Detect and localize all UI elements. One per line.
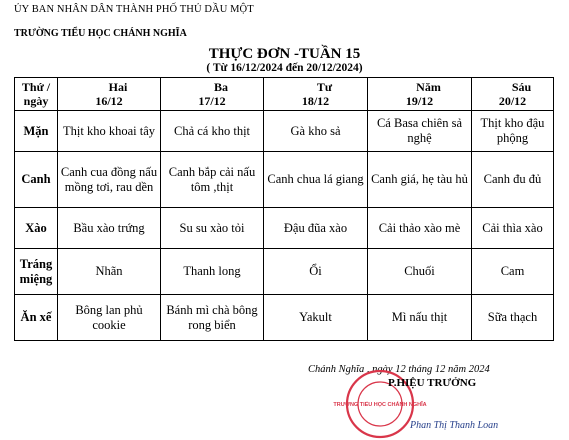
meal-label-line: Tráng — [19, 256, 53, 271]
dish-cell: Cam — [472, 249, 554, 295]
corner-line: Thứ / — [21, 80, 51, 94]
dish-cell: Gà kho sả — [264, 111, 368, 152]
dish-cell: Bông lan phủ cookie — [58, 295, 161, 341]
dish-cell: Cải thìa xào — [472, 208, 554, 249]
meal-label-line: Canh — [21, 172, 51, 186]
dish-cell: Ổi — [264, 249, 368, 295]
dish-cell: Cải thảo xào mè — [368, 208, 472, 249]
authority-header: ỦY BAN NHÂN DÂN THÀNH PHỐ THỦ DẦU MỘT — [14, 4, 254, 15]
table-row — [15, 111, 554, 152]
dish-cell: Sữa thạch — [472, 295, 554, 341]
day-date: 19/12 — [405, 94, 434, 108]
dish-cell: Đậu đũa xào — [264, 208, 368, 249]
table-row — [15, 295, 554, 341]
school-name: TRƯỜNG TIỂU HỌC CHÁNH NGHĨA — [14, 28, 187, 39]
day-name: Ba — [213, 80, 228, 94]
day-name: Năm — [416, 80, 441, 94]
day-date: 20/12 — [498, 94, 527, 108]
dish-cell: Canh chua lá giang — [264, 152, 368, 208]
dish-cell: Canh đu đủ — [472, 152, 554, 208]
signer-role: P.HIỆU TRƯỞNG — [388, 377, 477, 389]
day-header — [368, 78, 472, 111]
signing-date: Chánh Nghĩa , ngày 12 tháng 12 năm 2024 — [308, 364, 490, 375]
dish-cell: Su su xào tỏi — [161, 208, 264, 249]
dish-cell: Chả cá kho thịt — [161, 111, 264, 152]
menu-table — [14, 77, 554, 341]
day-header — [58, 78, 161, 111]
corner-line: ngày — [23, 94, 49, 108]
dish-cell: Cá Basa chiên sả nghệ — [368, 111, 472, 152]
corner-cell — [15, 78, 58, 111]
meal-label-line: Ăn xế — [20, 310, 52, 324]
meal-label-line: miệng — [19, 271, 53, 286]
table-row — [15, 208, 554, 249]
dish-cell: Mì nấu thịt — [368, 295, 472, 341]
dish-cell: Bầu xào trứng — [58, 208, 161, 249]
dish-cell: Nhãn — [58, 249, 161, 295]
meal-label — [15, 249, 58, 295]
table-row — [15, 152, 554, 208]
meal-label — [15, 111, 58, 152]
table-header-row — [15, 78, 554, 111]
signer-name: Phan Thị Thanh Loan — [410, 420, 499, 431]
dish-cell: Chuối — [368, 249, 472, 295]
menu-body — [15, 111, 554, 341]
day-name: Sáu — [511, 80, 532, 94]
day-header — [161, 78, 264, 111]
meal-label — [15, 208, 58, 249]
meal-label-line: Xào — [25, 220, 47, 235]
dish-cell: Canh bắp cải nấu tôm ,thịt — [161, 152, 264, 208]
dish-cell: Thanh long — [161, 249, 264, 295]
meal-label — [15, 152, 58, 208]
day-date: 18/12 — [301, 94, 330, 108]
day-date: 16/12 — [95, 94, 123, 108]
dish-cell: Canh giá, hẹ tàu hủ — [368, 152, 472, 208]
date-range: ( Từ 16/12/2024 đến 20/12/2024) — [206, 62, 363, 74]
table-row — [15, 249, 554, 295]
dish-cell: Bánh mì chà bông rong biển — [161, 295, 264, 341]
day-name: Tư — [316, 80, 333, 94]
day-header — [472, 78, 554, 111]
dish-cell: Thịt kho khoai tây — [58, 111, 161, 152]
meal-label-line: Mặn — [23, 123, 49, 138]
dish-cell: Yakult — [264, 295, 368, 341]
day-date: 17/12 — [198, 94, 226, 108]
dish-cell: Thịt kho đậu phộng — [472, 111, 554, 152]
day-header — [264, 78, 368, 111]
page-title: THỰC ĐƠN -TUẦN 15 — [208, 46, 361, 62]
meal-label — [15, 295, 58, 341]
dish-cell: Canh cua đồng nấu mồng tơi, rau dền — [58, 152, 161, 208]
day-name: Hai — [108, 80, 128, 94]
stamp-text: TRƯỜNG TIỂU HỌC CHÁNH NGHĨA — [333, 402, 427, 408]
